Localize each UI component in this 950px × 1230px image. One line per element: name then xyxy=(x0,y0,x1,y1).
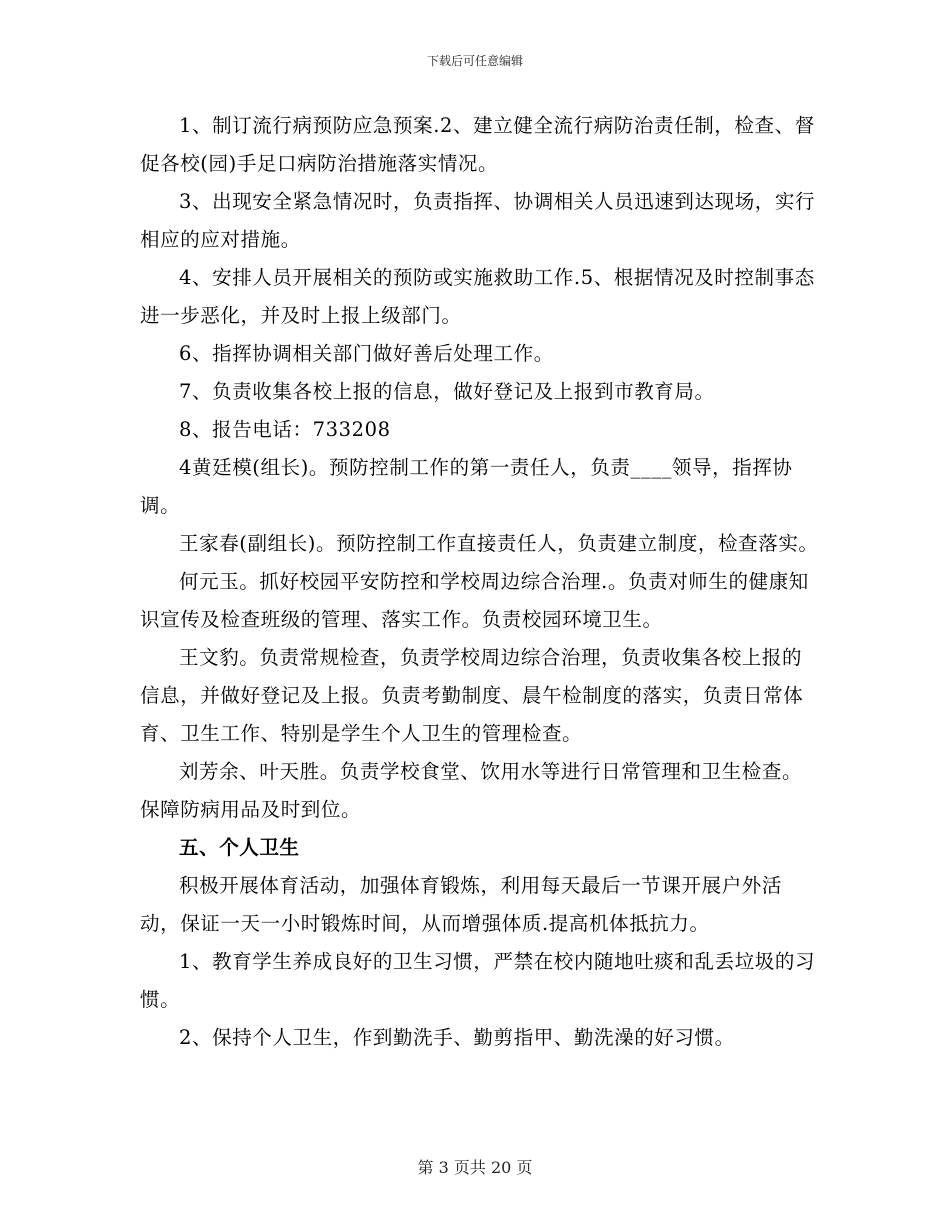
paragraph-item-3: 3、出现安全紧急情况时，负责指挥、协调相关人员迅速到达现场，实行相应的应对措施。 xyxy=(140,190,816,251)
paragraph-member-liu-ye: 刘芳余、叶天胜。负责学校食堂、饮用水等进行日常管理和卫生检查。保障防病用品及时到位。 xyxy=(140,760,803,821)
paragraph-member-wang: 王文豹。负责常规检查，负责学校周边综合治理，负责收集各校上报的信息，并做好登记及上报。负责考勤制度、晨午检制度的落实，负责日常体育、卫生工作、特别是学生个人卫生的管理检查。 xyxy=(140,646,804,745)
paragraph-leader: 4黄廷模(组长)。预防控制工作的第一责任人，负责____领导，指挥协调。 xyxy=(140,456,793,517)
paragraph-hygiene-1: 1、教育学生养成良好的卫生习惯，严禁在校内随地吐痰和乱丢垃圾的习惯。 xyxy=(140,950,816,1011)
paragraph-item-4: 4、安排人员开展相关的预防或实施救助工作.5、根据情况及时控制事态进一步恶化，并及时上报上级部门。 xyxy=(140,266,815,327)
page-header: 下载后可任意编辑 xyxy=(426,54,523,68)
paragraph-deputy: 王家春(副组长)。预防控制工作直接责任人，负责建立制度，检查落实。 xyxy=(179,532,819,555)
section-heading-personal-hygiene: 五、个人卫生 xyxy=(179,836,300,859)
paragraph-item-1: 1、制订流行病预防应急预案.2、建立健全流行病防治责任制，检查、督促各校(园)手足口病防治措施落实情况。 xyxy=(140,114,815,175)
paragraph-item-7: 7、负责收集各校上报的信息，做好登记及上报到市教育局。 xyxy=(179,380,715,403)
page-footer: 第 3 页共 20 页 xyxy=(417,1158,533,1177)
document-body xyxy=(140,107,820,1057)
paragraph-exercise: 积极开展体育活动，加强体育锻炼，利用每天最后一节课开展户外活动，保证一天一小时锻炼时间，从而增强体质.提高机体抵抗力。 xyxy=(140,874,783,935)
paragraph-phone: 8、报告电话：733208 xyxy=(179,418,391,441)
paragraph-member-he: 何元玉。抓好校园平安防控和学校周边综合治理.。负责对师生的健康知识宣传及检查班级的管理、落实工作。负责校园环境卫生。 xyxy=(140,570,809,631)
paragraph-item-6: 6、指挥协调相关部门做好善后处理工作。 xyxy=(179,342,554,365)
paragraph-hygiene-2: 2、保持个人卫生，作到勤洗手、勤剪指甲、勤洗澡的好习惯。 xyxy=(179,1026,735,1049)
